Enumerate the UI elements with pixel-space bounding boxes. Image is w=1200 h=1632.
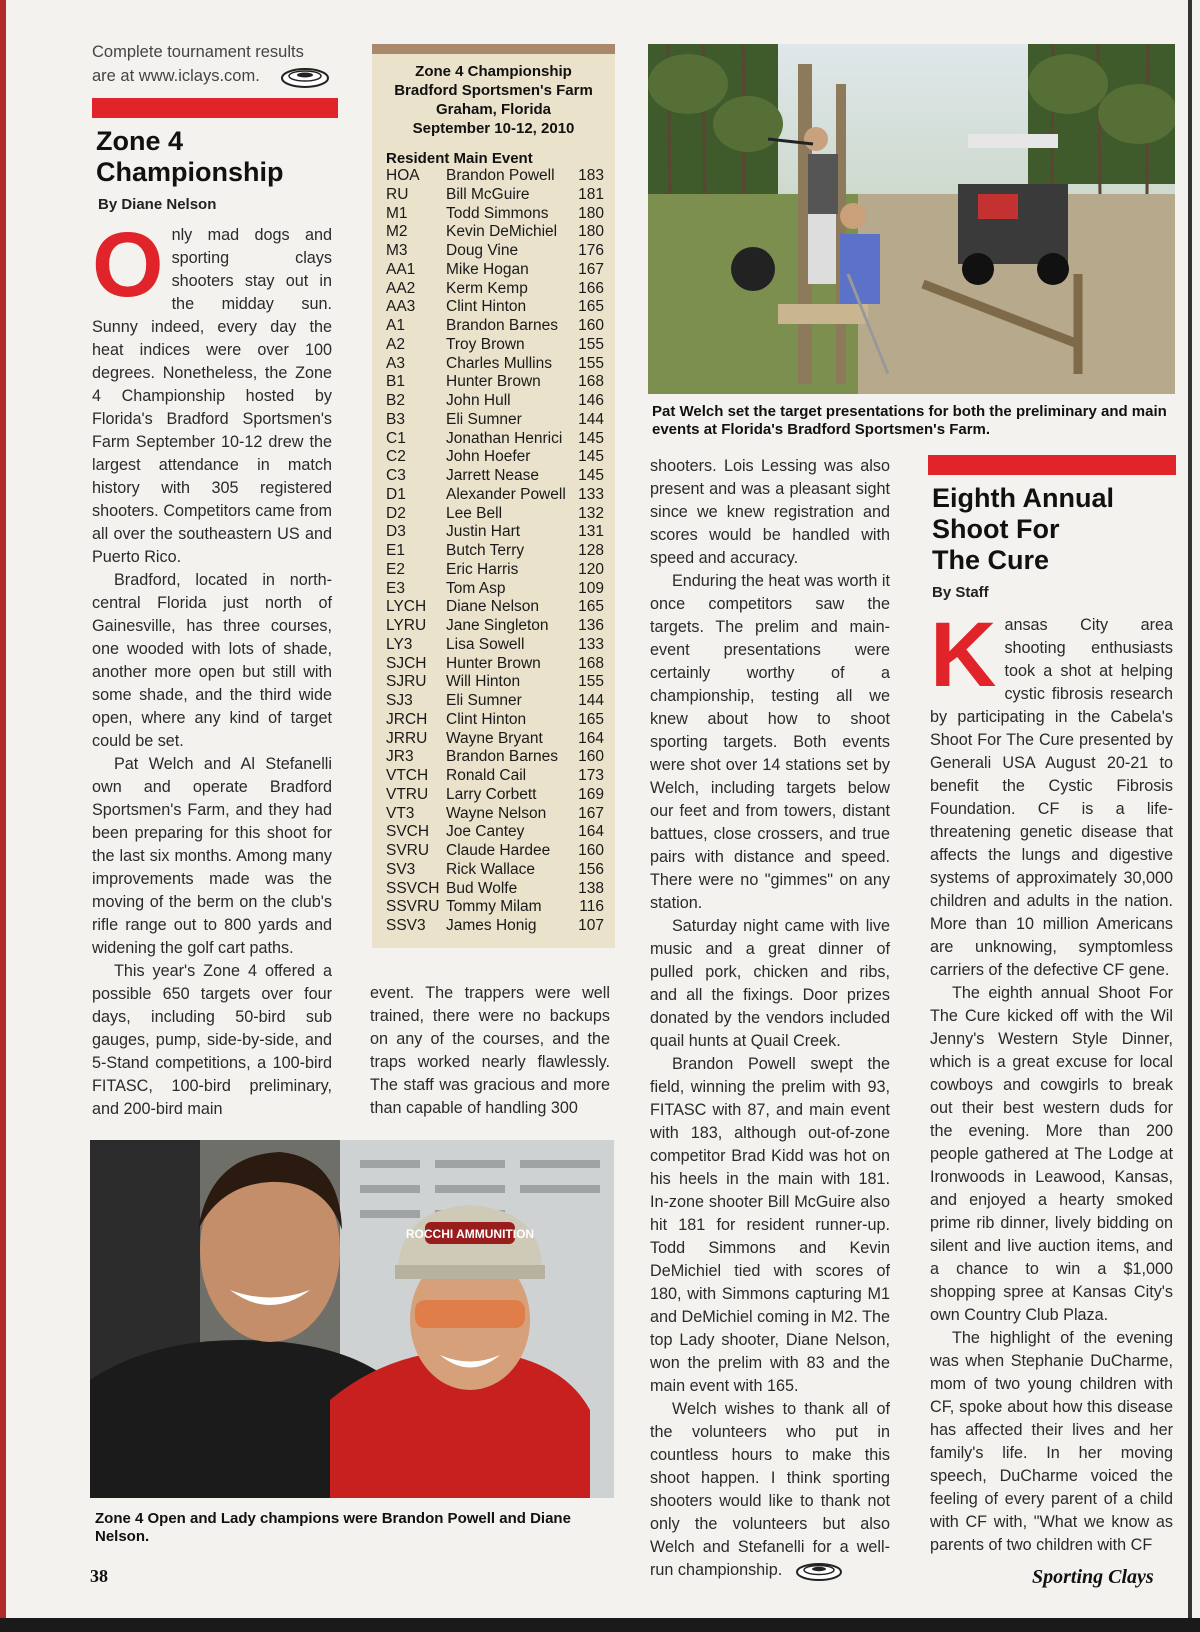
results-score: 167 xyxy=(578,260,604,278)
results-name: Claude Hardee xyxy=(446,842,551,859)
article1-para-10: Welch wishes to thank all of the volunteers who put in countless hours to make this shoot happen. I think sporting shooters would like to thank not only the volunteers but also Welch and Stefanelli for a well-run championship. xyxy=(650,1398,890,1582)
results-name: Clint Hinton xyxy=(446,298,527,316)
results-score: 164 xyxy=(578,823,604,841)
results-class: SJ3 xyxy=(386,692,413,709)
article1-para-4: This year's Zone 4 offered a possible 650 targets over four days, including 50-bird sub gauges, pump, side-by-side, and 5-Stand competitions, a 100-bird FITASC, 100-bird preliminary, and 200-bird main xyxy=(92,962,332,1118)
results-class: JR3 xyxy=(386,748,414,766)
article-byline-zone4: By Diane Nelson xyxy=(98,196,217,213)
results-name: Brandon Barnes xyxy=(446,748,559,766)
results-row xyxy=(386,673,604,692)
article2-column xyxy=(930,604,1173,1557)
results-class: LYCH xyxy=(386,598,427,616)
results-score: 155 xyxy=(578,673,604,691)
photo-shooting-range xyxy=(648,44,1175,394)
results-row xyxy=(386,355,604,374)
results-name: Bill McGuire xyxy=(446,185,530,203)
results-score: 116 xyxy=(579,898,604,916)
results-class: JRRU xyxy=(386,729,428,747)
results-class: M3 xyxy=(386,242,408,259)
results-name: Butch Terry xyxy=(446,542,525,559)
results-row xyxy=(386,636,604,655)
results-class: SJCH xyxy=(386,654,427,672)
results-class: C1 xyxy=(386,429,406,447)
results-row xyxy=(386,280,604,299)
results-name: Lisa Sowell xyxy=(446,635,525,653)
results-row xyxy=(386,617,604,636)
article1-para-5: event. The trappers were well trained, there were no backups on any of the courses, and the traps worked nearly flawlessly. The staff was gracious and more than capable of handling 300 xyxy=(370,984,610,1117)
results-score: 165 xyxy=(578,598,604,616)
cap-logo-text: ROCCHI AMMUNITION xyxy=(405,1227,535,1241)
results-score: 176 xyxy=(578,242,604,259)
article-rule-zone4 xyxy=(92,98,338,118)
results-name: Todd Simmons xyxy=(446,204,549,222)
article1-para-7: Enduring the heat was worth it once competitors saw the targets. The prelim and main-event presentations were certainly worthy of a championship, testing all we knew about how to shoot sporting targets. Both events were shot over 14 stations set by Welch, including targets below our feet and from towers, distant battues, close crossers, and true pairs with distance and speed. There were no "gimmes" on any station. xyxy=(650,572,890,912)
results-score: 173 xyxy=(578,767,604,784)
results-name: Rick Wallace xyxy=(446,860,535,878)
results-row xyxy=(386,205,604,224)
results-title: Zone 4 Championship Bradford Sportsmen's Farm Graham, Florida September 10-12, 2010 xyxy=(394,63,593,137)
photo-champions xyxy=(90,1140,614,1498)
results-class: C2 xyxy=(386,448,406,466)
results-score: 138 xyxy=(578,879,604,897)
results-name: Wayne Bryant xyxy=(446,729,543,747)
results-row xyxy=(386,392,604,411)
results-class: VTCH xyxy=(386,767,429,784)
results-row xyxy=(386,542,604,561)
results-name: Kerm Kemp xyxy=(446,279,528,297)
results-score: 168 xyxy=(578,373,604,391)
results-row xyxy=(386,898,604,917)
results-row xyxy=(386,317,604,336)
results-row xyxy=(386,336,604,355)
results-name: Hunter Brown xyxy=(446,654,541,672)
results-class: AA2 xyxy=(386,279,416,297)
results-class: RU xyxy=(386,185,409,203)
results-score: 133 xyxy=(578,635,604,653)
results-class: JRCH xyxy=(386,710,428,728)
results-row xyxy=(386,486,604,505)
article2-para-3: The highlight of the evening was when Stephanie DuCharme, mom of two young children with CF, spoke about how this disease has affected their lives and her family's life. In her moving speech, DuCharme voiced the feeling of every parent of a child with CF with, "What we know as parents of two children with CF xyxy=(930,1329,1173,1554)
results-score: 169 xyxy=(578,785,604,803)
photo-brandon-powell-diane-nelson xyxy=(90,1140,614,1498)
results-row xyxy=(386,786,604,805)
article1-column-3 xyxy=(650,455,890,1582)
results-score: 160 xyxy=(578,748,604,766)
results-name: Will Hinton xyxy=(446,673,521,691)
results-score: 180 xyxy=(578,223,604,241)
results-score: 155 xyxy=(578,335,604,353)
clay-target-end-icon xyxy=(795,1560,843,1582)
photo-caption-bottom: Zone 4 Open and Lady champions were Brandon Powell and Diane Nelson. xyxy=(95,1510,571,1545)
results-name: Tom Asp xyxy=(446,579,506,597)
results-row xyxy=(386,692,604,711)
results-score: 145 xyxy=(578,429,604,447)
page-edge-left xyxy=(0,0,6,1632)
results-class: SSV3 xyxy=(386,917,426,934)
results-name: Joe Cantey xyxy=(446,823,525,841)
results-name: Brandon Powell xyxy=(446,167,555,184)
results-name: Clint Hinton xyxy=(446,710,527,728)
results-name: Tommy Milam xyxy=(446,898,542,916)
results-score: 160 xyxy=(578,317,604,334)
results-score: 133 xyxy=(578,485,604,503)
results-note-text: Complete tournament results are at www.iclays.com. xyxy=(92,43,304,85)
results-row xyxy=(386,523,604,542)
results-class: M2 xyxy=(386,223,408,241)
page-edge-right xyxy=(1188,0,1192,1632)
results-row xyxy=(386,448,604,467)
results-name: Jarrett Nease xyxy=(446,467,540,484)
results-name: Alexander Powell xyxy=(446,485,566,503)
results-name: Bud Wolfe xyxy=(446,879,518,897)
results-class: SSVRU xyxy=(386,898,440,916)
results-table-box xyxy=(372,44,615,948)
results-row xyxy=(386,730,604,749)
results-row xyxy=(386,411,604,430)
results-name: Eli Sumner xyxy=(446,410,522,428)
results-row xyxy=(386,842,604,861)
page-bottom-edge xyxy=(0,1618,1200,1632)
article2-para-2: The eighth annual Shoot For The Cure kicked off with the Wil Jenny's Western Style Dinner, which is a great excuse for local cowboys and cowgirls to break out their best western duds for the evening. More than 200 people gathered at The Lodge at Ironwoods in Leawood, Kansas, and enjoyed a hearty smoked prime rib dinner, lively bidding on silent and live auction items, and a chance to win a $1,000 shopping spree at Kansas City's own Country Club Plaza. xyxy=(930,984,1173,1324)
results-score: 136 xyxy=(578,617,604,634)
results-score: 145 xyxy=(578,467,604,484)
results-class: A2 xyxy=(386,335,405,353)
article2-para-1: Kansas City area shooting enthusiasts took a shot at helping cystic fibrosis research by participating in the Cabela's Shoot For The Cure presented by Generali USA August 20-21 to benefit the Cystic Fibrosis Foundation. CF is a life-threatening genetic disease that affects the lungs and digestive systems of approximately 30,000 children and adults in the nation. More than 10 million Americans are unknowing, symptomless carriers of the defective CF gene. xyxy=(930,604,1173,979)
results-class: LY3 xyxy=(386,635,413,653)
results-score: 160 xyxy=(578,842,604,859)
article-title-cure: Eighth Annual Shoot For The Cure xyxy=(932,483,1114,575)
results-class: E2 xyxy=(386,560,405,578)
results-row xyxy=(386,917,604,936)
results-table xyxy=(386,167,604,936)
results-class: B2 xyxy=(386,392,405,409)
results-class: HOA xyxy=(386,167,420,184)
results-section-title: Resident Main Event xyxy=(386,150,533,167)
results-class: AA1 xyxy=(386,260,416,278)
results-score: 156 xyxy=(578,860,604,878)
results-score: 128 xyxy=(578,542,604,559)
results-name: John Hull xyxy=(446,392,511,409)
results-class: VTRU xyxy=(386,785,429,803)
results-name: Larry Corbett xyxy=(446,785,537,803)
results-name: Diane Nelson xyxy=(446,598,540,616)
article-byline-cure: By Staff xyxy=(932,584,989,601)
results-score: 181 xyxy=(578,185,604,203)
results-class: D1 xyxy=(386,485,406,503)
results-class: SV3 xyxy=(386,860,416,878)
results-class: B3 xyxy=(386,410,405,428)
results-name: Doug Vine xyxy=(446,242,519,259)
results-score: 168 xyxy=(578,654,604,672)
magazine-name: Sporting Clays xyxy=(1032,1566,1154,1588)
results-name: Troy Brown xyxy=(446,335,525,353)
results-name: Kevin DeMichiel xyxy=(446,223,558,241)
article1-para-1: Only mad dogs and sporting clays shooters stay out in the midday sun. Sunny indeed, every day the heat indices were over 100 degrees. Nonetheless, the Zone 4 Championship hosted by Florida's Bradford Sportsmen's Farm September 10-12 drew the largest attendance in match history with 305 registered shooters. Competitors came from all over the southeastern US and Puerto Rico. xyxy=(92,214,332,566)
results-row xyxy=(386,373,604,392)
results-score: 132 xyxy=(578,504,604,522)
results-name: John Hoefer xyxy=(446,448,531,466)
results-name: Wayne Nelson xyxy=(446,804,547,822)
results-name: Ronald Cail xyxy=(446,767,527,784)
article-title-zone4: Zone 4 Championship xyxy=(96,126,284,187)
results-score: 165 xyxy=(578,298,604,316)
results-row xyxy=(386,561,604,580)
results-name: Jane Singleton xyxy=(446,617,549,634)
results-name: James Honig xyxy=(446,917,537,934)
results-score: 120 xyxy=(578,560,604,578)
results-row xyxy=(386,223,604,242)
results-row xyxy=(386,505,604,524)
results-score: 144 xyxy=(578,692,604,709)
results-score: 167 xyxy=(578,804,604,822)
article1-para-9: Brandon Powell swept the field, winning the prelim with 93, FITASC with 87, and main event with 183, although out-of-zone competitor Brad Kidd was hot on his heels in the main with 181. In-zone shooter Bill McGuire also hit 181 for resident runner-up. Todd Simmons and Kevin DeMichiel tied with scores of 180, with Simmons capturing M1 and DeMichiel coming in M2. The top Lady shooter, Diane Nelson, won the prelim with 83 and the main event with 165. xyxy=(650,1055,890,1395)
article1-para-6: shooters. Lois Lessing was also present and was a pleasant sight since we knew registration and scores would be handled with speed and accuracy. xyxy=(650,457,890,567)
results-class: C3 xyxy=(386,467,406,484)
article-rule-cure xyxy=(928,455,1176,475)
results-class: D3 xyxy=(386,523,406,541)
clay-target-icon xyxy=(280,65,330,89)
results-name: Justin Hart xyxy=(446,523,521,541)
photo-pat-welch xyxy=(648,44,1175,394)
results-row xyxy=(386,711,604,730)
results-class: A1 xyxy=(386,317,405,334)
results-score: 180 xyxy=(578,204,604,222)
results-row xyxy=(386,167,604,186)
results-score: 145 xyxy=(578,448,604,466)
results-class: SVCH xyxy=(386,823,430,841)
results-row xyxy=(386,261,604,280)
results-name: Lee Bell xyxy=(446,504,503,522)
dropcap-o: O xyxy=(92,214,164,316)
results-class: B1 xyxy=(386,373,405,391)
results-row xyxy=(386,242,604,261)
page-number: 38 xyxy=(90,1566,108,1586)
results-header-band xyxy=(372,44,615,54)
results-score: 131 xyxy=(578,523,604,541)
results-row xyxy=(386,298,604,317)
article1-column-1 xyxy=(92,214,332,1120)
results-score: 144 xyxy=(578,410,604,428)
results-row xyxy=(386,805,604,824)
results-class: VT3 xyxy=(386,804,415,822)
results-score: 166 xyxy=(578,279,604,297)
results-class: E3 xyxy=(386,579,405,597)
results-row xyxy=(386,580,604,599)
results-class: SVRU xyxy=(386,842,430,859)
results-row xyxy=(386,767,604,786)
article1-para-2: Bradford, located in north-central Florida just north of Gainesville, has three courses, one wooded with lots of shade, another more open but still with some shade, and the third wide open, where any kind of target could be set. xyxy=(92,571,332,750)
results-score: 107 xyxy=(578,917,604,934)
article1-para-8: Saturday night came with live music and a great dinner of pulled pork, chicken and ribs, and all the fixings. Door prizes donated by the vendors included quail hunts at Quail Creek. xyxy=(650,917,890,1050)
results-class: M1 xyxy=(386,204,408,222)
results-name: Jonathan Henrici xyxy=(446,429,563,447)
results-class: LYRU xyxy=(386,617,427,634)
results-name: Mike Hogan xyxy=(446,260,529,278)
results-row xyxy=(386,430,604,449)
results-note xyxy=(92,40,332,89)
results-name: Charles Mullins xyxy=(446,354,552,372)
results-row xyxy=(386,655,604,674)
results-row xyxy=(386,467,604,486)
results-score: 183 xyxy=(578,167,604,184)
results-name: Eli Sumner xyxy=(446,692,522,709)
results-row xyxy=(386,861,604,880)
dropcap-k: K xyxy=(930,604,997,706)
results-class: SSVCH xyxy=(386,879,440,897)
results-row xyxy=(386,186,604,205)
results-class: SJRU xyxy=(386,673,427,691)
results-score: 146 xyxy=(578,392,604,409)
results-score: 155 xyxy=(578,354,604,372)
results-class: AA3 xyxy=(386,298,416,316)
results-score: 165 xyxy=(578,710,604,728)
results-score: 164 xyxy=(578,729,604,747)
results-row xyxy=(386,823,604,842)
results-row xyxy=(386,880,604,899)
results-name: Brandon Barnes xyxy=(446,317,559,334)
article1-column-2 xyxy=(370,982,610,1120)
results-row xyxy=(386,748,604,767)
article1-para-3: Pat Welch and Al Stefanelli own and operate Bradford Sportsmen's Farm, and they had been preparing for this shoot for the last six months. Among many improvements made was the moving of the berm on the club's rifle range out to 800 yards and widening the golf cart paths. xyxy=(92,755,332,957)
photo-caption-top: Pat Welch set the target presentations for both the preliminary and main events at Florida's Bradford Sportsmen's Farm. xyxy=(652,403,1167,438)
results-name: Eric Harris xyxy=(446,560,519,578)
results-score: 109 xyxy=(578,579,604,597)
results-class: D2 xyxy=(386,504,406,522)
results-row xyxy=(386,598,604,617)
results-class: E1 xyxy=(386,542,405,559)
results-name: Hunter Brown xyxy=(446,373,541,391)
results-class: A3 xyxy=(386,354,405,372)
